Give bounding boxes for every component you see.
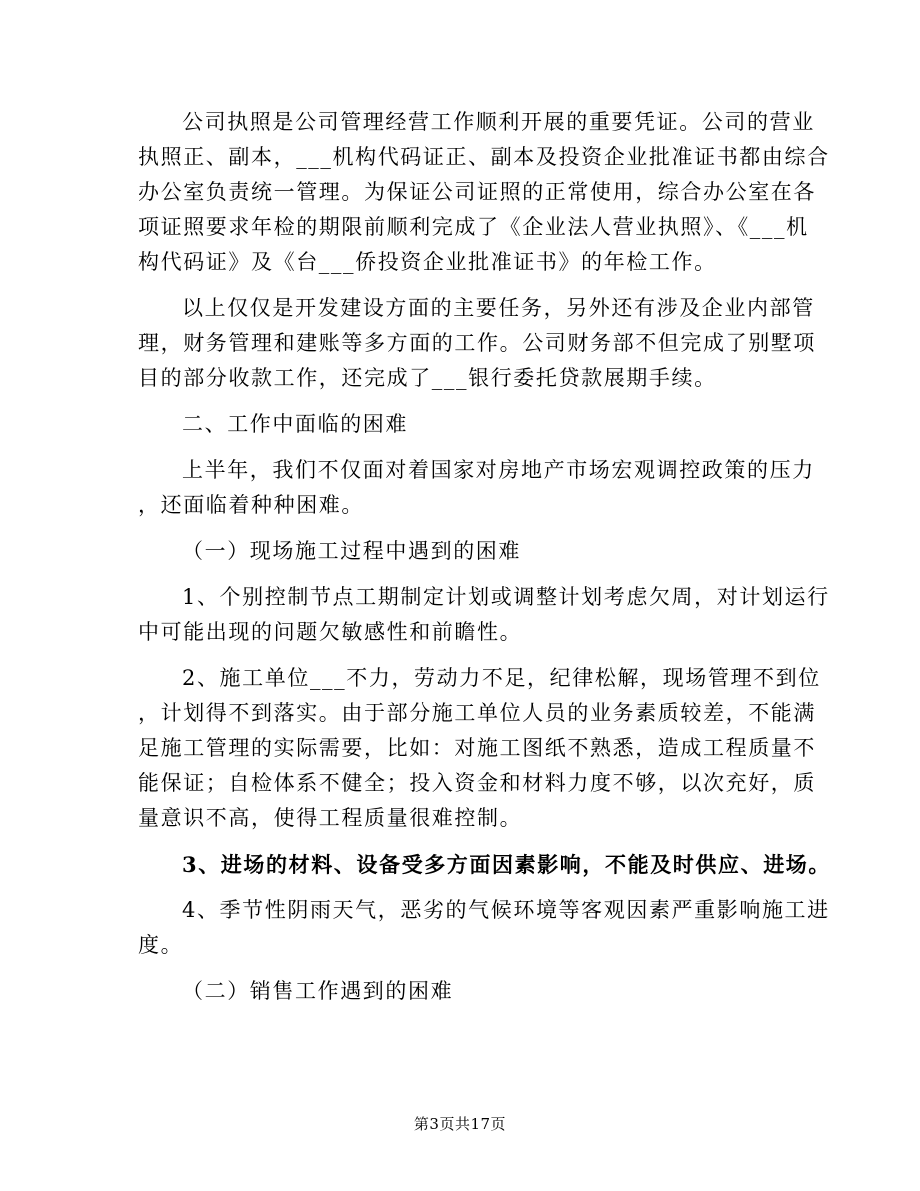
text-line: 1、个别控制节点工期制定计划或调整计划考虑欠周，对计划运行: [182, 585, 830, 609]
subsection-heading-construction: （一）现场施工过程中遇到的困难: [182, 539, 521, 563]
paragraph-item-2: [138, 661, 821, 836]
text-line: ，还面临着种种困难。: [138, 493, 364, 517]
text-line: 度。: [138, 933, 184, 957]
text-line: 项证照要求年检的期限前顺利完成了《企业法人营业执照》、《___机: [138, 215, 809, 239]
text-line: 公司执照是公司管理经营工作顺利开展的重要凭证。公司的营业: [182, 110, 815, 134]
text-line: 构代码证》及《台___侨投资企业批准证书》的年检工作。: [138, 250, 717, 274]
subsection-heading-sales: （二）销售工作遇到的困难: [182, 979, 454, 1003]
text-line: 中可能出现的问题欠敏感性和前瞻性。: [138, 620, 523, 644]
paragraph-item-4: [138, 893, 830, 963]
text-line: 以上仅仅是开发建设方面的主要任务，另外还有涉及企业内部管: [182, 296, 815, 320]
text-line: 足施工管理的实际需要，比如：对施工图纸不熟悉，造成工程质量不: [138, 736, 816, 760]
text-line: 能保证；自检体系不健全；投入资金和材料力度不够，以次充好，质: [138, 771, 816, 795]
text-line: 量意识不高，使得工程质量很难控制。: [138, 806, 523, 830]
text-line: 4、季节性阴雨天气，恶劣的气候环境等客观因素严重影响施工进: [182, 898, 830, 922]
paragraph-other-work: [138, 291, 816, 396]
paragraph-first-half: [138, 453, 815, 523]
paragraph-license: [138, 105, 830, 280]
text-line: 上半年，我们不仅面对着国家对房地产市场宏观调控政策的压力: [182, 458, 815, 482]
text-line: ，计划得不到落实。由于部分施工单位人员的业务素质较差，不能满: [138, 701, 816, 725]
text-line: 办公室负责统一管理。为保证公司证照的正常使用，综合办公室在各: [138, 180, 816, 204]
text-line: 2、施工单位___不力，劳动力不足，纪律松解，现场管理不到位: [182, 666, 821, 690]
paragraph-item-1: [138, 580, 830, 650]
section-heading-difficulties: 二、工作中面临的困难: [182, 412, 408, 436]
paragraph-item-3: 3、进场的材料、设备受多方面因素影响，不能及时供应、进场。: [182, 852, 832, 877]
page-number: 第3页共17页: [413, 1115, 507, 1133]
text-line: 执照正、副本，___机构代码证正、副本及投资企业批准证书都由综合: [138, 145, 830, 169]
text-line: 理，财务管理和建账等多方面的工作。公司财务部不但完成了别墅项: [138, 331, 816, 355]
document-body: [138, 105, 832, 1020]
text-line: 目的部分收款工作，还完成了___银行委托贷款展期手续。: [138, 366, 717, 390]
